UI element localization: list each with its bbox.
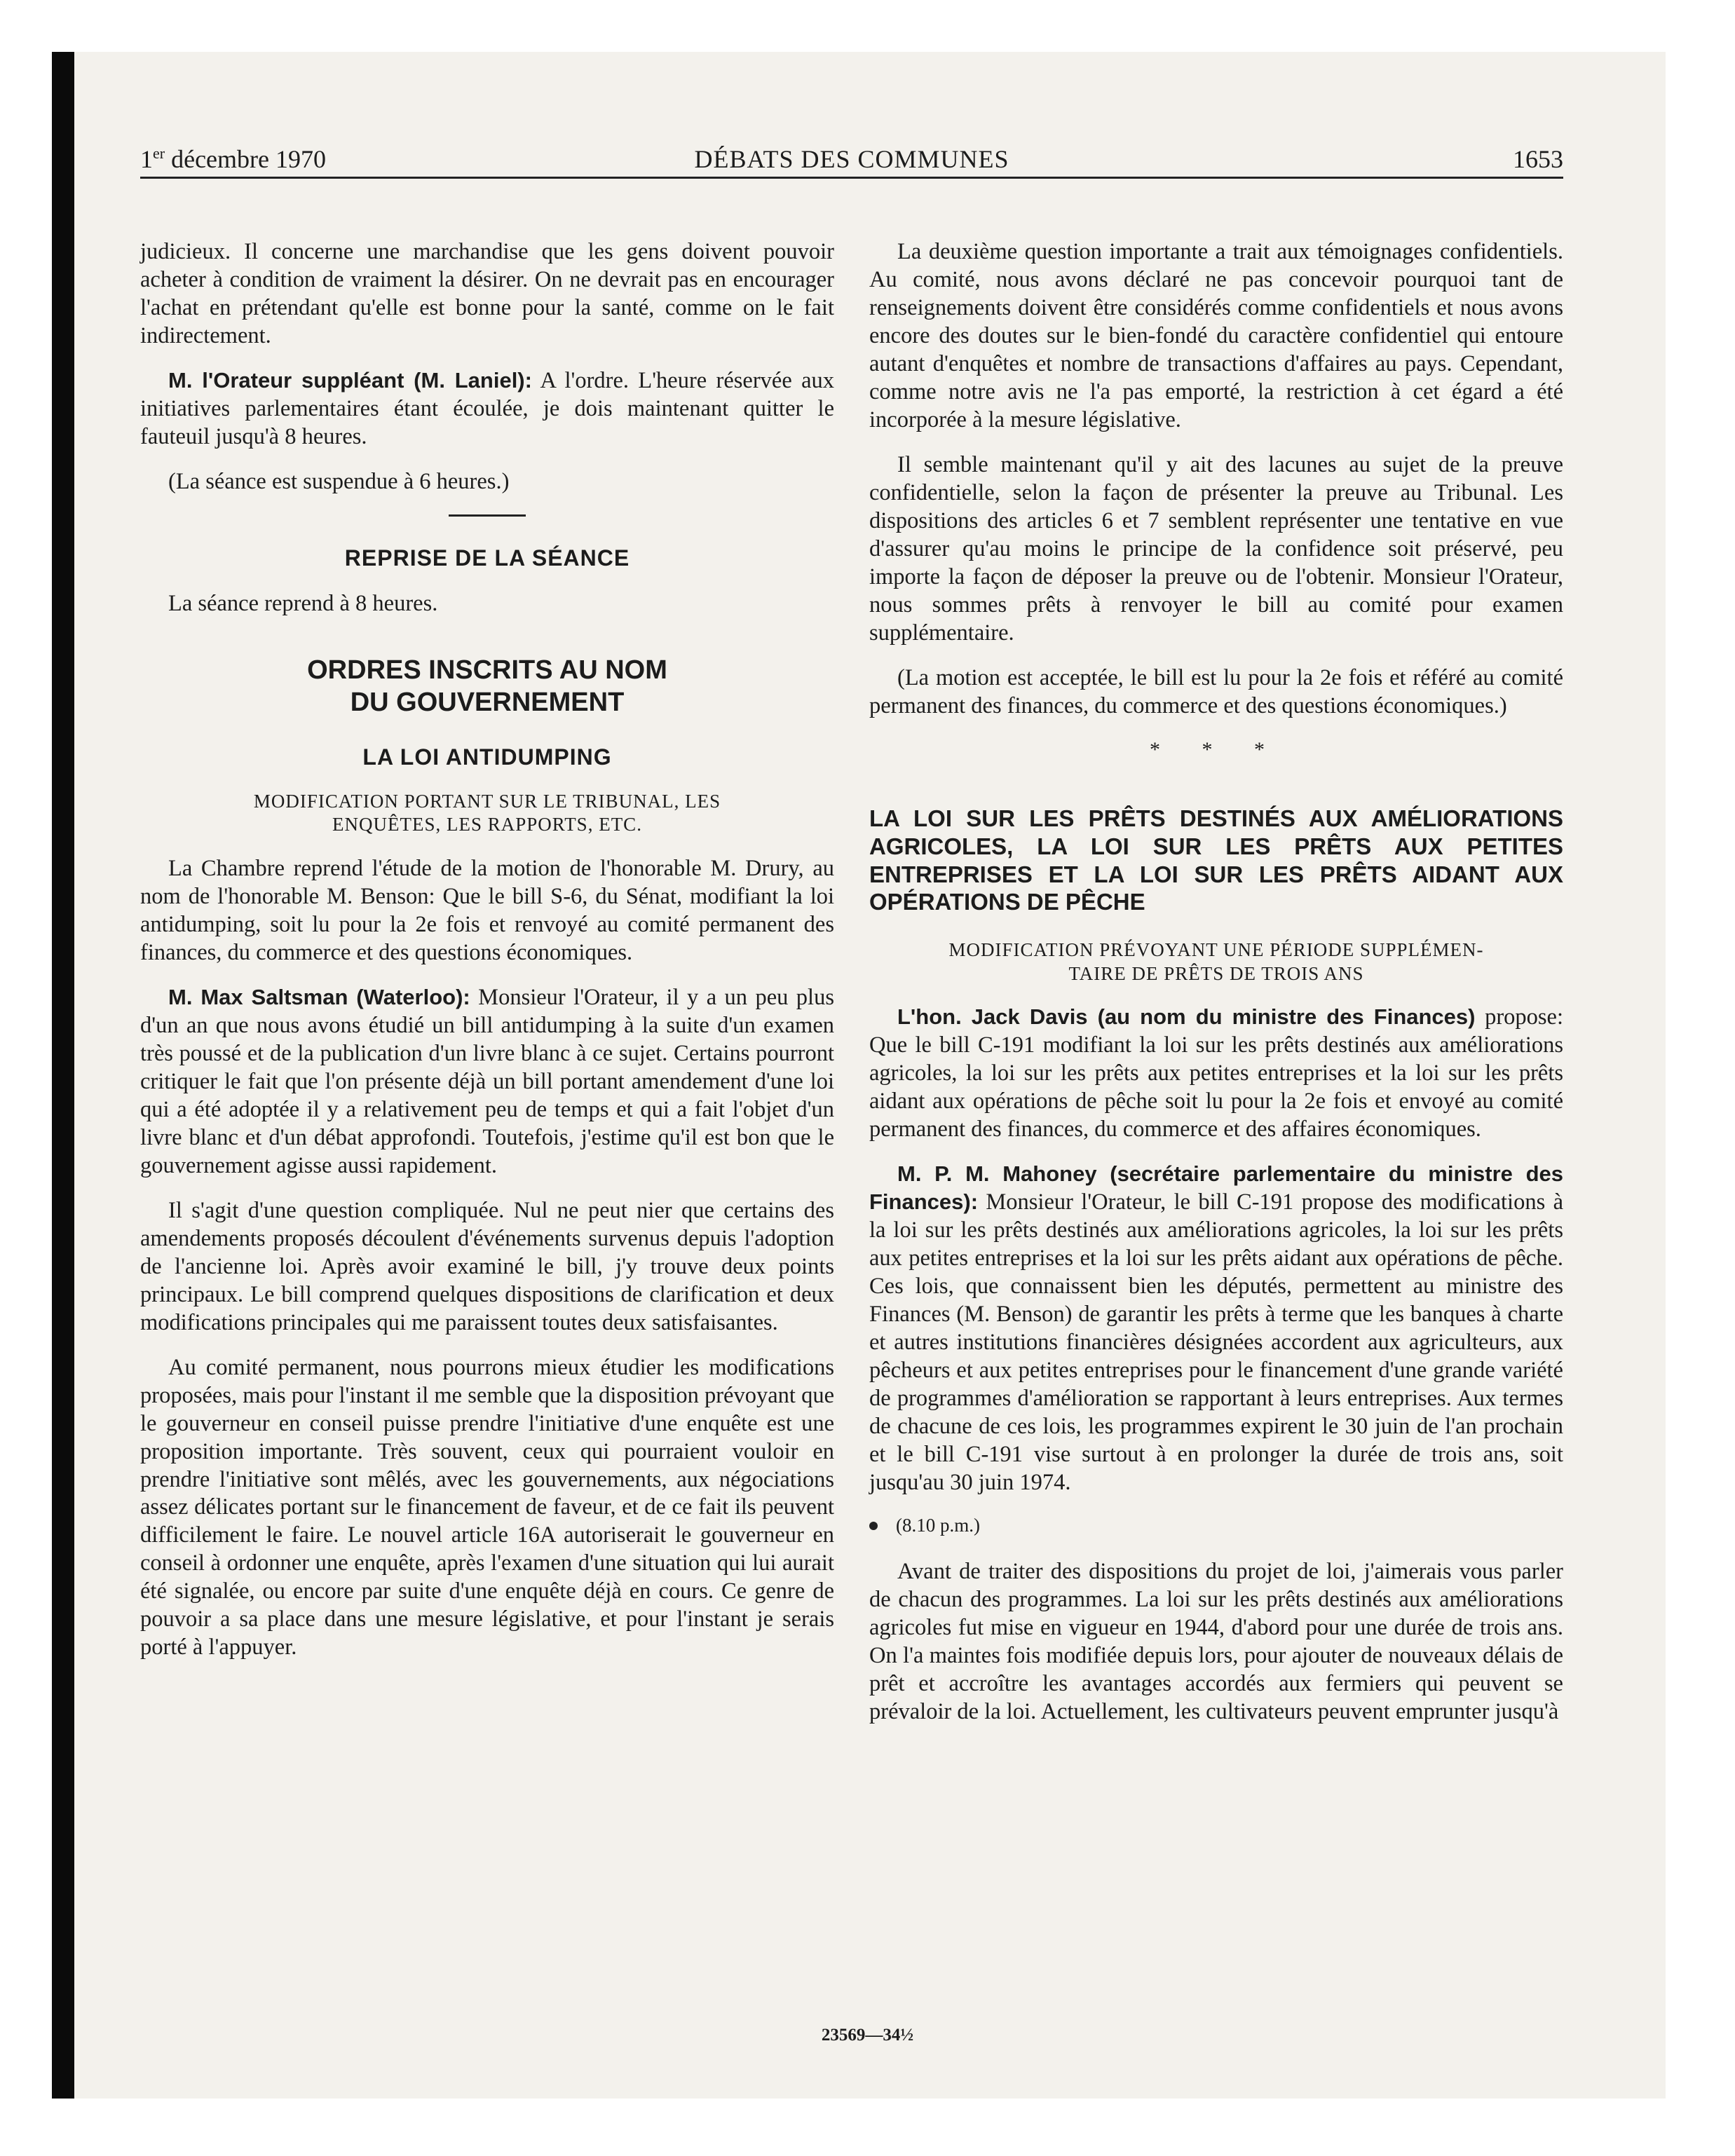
section-heading: LA LOI ANTIDUMPING (362, 744, 612, 770)
speaker-name: M. P. M. Mahoney (secrétaire parlementaire du ministre des Finances): (869, 1161, 1563, 1215)
speaker-name: M. Max Saltsman (Waterloo): (168, 985, 470, 1009)
speech-text: Monsieur l'Orateur, il y a un peu plus d'un an que nous avons étudié un bill antidumping à la suite d'un examen très poussé et de la publication d'un livre blanc à ce sujet. Certains pourront critiquer le fait que l'on présente déjà un bill portant amendement d'une loi qui a été adoptée il y a relativement peu de temps et qui a fait l'objet d'un livre blanc et d'un débat approfondi. Toutefois, j'estime qu'il est bon que le gouvernement agisse aussi rapidement. (140, 985, 834, 1178)
speech-text: Monsieur l'Orateur, le bill C-191 propose des modifications à la loi sur les prêts destinés aux améliorations agricoles, la loi sur les prêts aux petites entreprises et la loi sur les prêts aidant aux opérations de pêche. Ces lois, que connaissent bien les députés, permettent au ministre des Finances (M. Benson) de garantir les prêts à terme que les banques à charte et autres institutions financières désignées accordent aux agriculteurs, aux pêcheurs et aux petites entreprises pour le financement d'une grande variété de programmes d'amélioration se rapportant à leurs entreprises. Aux termes de chacune de ces lois, les programmes expirent le 30 juin de l'an prochain et le bill C-191 vise surtout à en prolonger la durée de trois ans, soit jusqu'au 30 juin 1974. (869, 1189, 1563, 1495)
date-month-year: décembre 1970 (165, 145, 326, 173)
left-column (140, 238, 834, 1679)
sub-heading-line: TAIRE DE PRÊTS DE TROIS ANS (1068, 962, 1364, 984)
paragraph (869, 1004, 1563, 1144)
sub-heading (140, 790, 834, 838)
sub-heading-line: MODIFICATION PORTANT SUR LE TRIBUNAL, LES (253, 790, 721, 812)
paragraph: La Chambre reprend l'étude de la motion de l'honorable M. Drury, au nom de l'honorable M. Benson: Que le bill S-6, du Sénat, modifiant la loi antidumping, soit lu pour la 2e fois et renvoyé au comité permanent des finances, du commerce et des questions économiques. (140, 856, 834, 966)
major-heading-line: ORDRES INSCRITS AU NOM (307, 655, 667, 685)
page-number: 1653 (1513, 145, 1563, 173)
paragraph: Au comité permanent, nous pourrons mieux étudier les modifications proposées, mais pour l'instant il me semble que la disposition prévoyant que le gouverneur en conseil puisse prendre l'initiative d'une enquête est une proposition importante. Très souvent, ceux qui pourraient vouloir en prendre l'initiative sont mêlés, avec les gouvernements, aux négociations assez délicates portant sur le financement de faveur, et de ce fait ils peuvent difficilement le faire. Le nouvel article 16A autoriserait le gouverneur en conseil à ordonner une enquête, après l'examen d'une situation qui lui aurait été signalée, ou encore par suite d'une enquête déjà en cours. Ce genre de pouvoir a sa place dans une mesure législative, et pour l'instant je serais porté à l'appuyer. (140, 1354, 834, 1660)
paragraph (869, 1161, 1563, 1497)
paragraph: La séance reprend à 8 heures. (168, 591, 438, 617)
major-heading: LA LOI SUR LES PRÊTS DESTINÉS AUX AMÉLIORATIONS AGRICOLES, LA LOI SUR LES PRÊTS AUX PETITES ENTREPRISES ET LA LOI SUR LES PRÊTS AIDANT AUX OPÉRATIONS DE PÊCHE (869, 805, 1563, 915)
footer-code: 23569—34½ (821, 2026, 914, 2045)
section-heading: REPRISE DE LA SÉANCE (344, 545, 630, 571)
paragraph: Avant de traiter des dispositions du projet de loi, j'aimerais vous parler de chacun des programmes. La loi sur les prêts destinés aux améliorations agricoles fut mise en vigueur en 1944, d'abord pour une durée de trois ans. On l'a maintes fois modifiée depuis lors, pour ajouter de nouveaux délais de prêt et accroître les avantages accordés aux fermiers qui peuvent se prévaloir de la loi. Actuellement, les cultivateurs peuvent emprunter jusqu'à (869, 1558, 1563, 1724)
right-column (869, 238, 1563, 1743)
header-rule (140, 177, 1563, 179)
paragraph: (La séance est suspendue à 6 heures.) (168, 468, 510, 494)
paragraph: judicieux. Il concerne une marchandise que les gens doivent pouvoir acheter à condition de vraiment la désirer. On ne devrait pas en encourager l'achat en prétendant qu'elle est bonne pour la santé, comme on le fait indirectement. (140, 239, 834, 348)
date-ordinal: er (153, 144, 165, 162)
paragraph: Il semble maintenant qu'il y ait des lacunes au sujet de la preuve confidentielle, selon la façon de présenter la preuve au Tribunal. Les dispositions des articles 6 et 7 semblent représenter une tentative en vue d'assurer qu'au moins le principe de la confidence soit préservé, peu importe la façon de déposer la preuve ou de l'obtenir. Monsieur l'Orateur, nous sommes prêts à renvoyer le bill au comité pour examen supplémentaire. (869, 451, 1563, 646)
scan-border (52, 52, 74, 2099)
time-stamp (869, 1514, 1563, 1537)
date-day: 1 (140, 145, 153, 173)
time-stamp-text: (8.10 p.m.) (896, 1514, 980, 1536)
paragraph: (La motion est acceptée, le bill est lu pour la 2e fois et référé au comité permanent des finances, du commerce et des questions économiques.) (869, 664, 1563, 718)
paragraph: Il s'agit d'une question compliquée. Nul ne peut nier que certains des amendements proposés découlent d'événements survenus depuis l'adoption de l'ancienne loi. Après avoir examiné le bill, j'y trouve deux points principaux. Le bill comprend quelques dispositions de clarification et deux modifications principales qui me paraissent toutes deux satisfaisantes. (140, 1197, 834, 1335)
major-heading (140, 655, 834, 718)
paragraph (140, 367, 834, 451)
speech-text: propose: Que le bill C-191 modifiant la loi sur les prêts destinés aux améliorations agricoles, la loi sur les prêts aux petites entreprises et la loi sur les prêts aidant aux opérations de pêche soit lu pour la 2e fois et envoyé au comité permanent des finances, du commerce et des affaires économiques. (869, 1004, 1563, 1142)
speaker-name: M. l'Orateur suppléant (M. Laniel): (168, 367, 532, 393)
major-heading-line: DU GOUVERNEMENT (350, 687, 625, 717)
paragraph: La deuxième question importante a trait aux témoignages confidentiels. Au comité, nous avons déclaré ne pas concevoir pourquoi tant de renseignements doivent être considérés comme confidentiels et nous avons encore des doutes sur le bien-fondé du caractère confidentiel qui entoure autant d'enquêtes et nombre de transactions d'affaires au pays. Cependant, comme notre avis ne l'a pas emporté, la restriction à cet égard a été incorporée à la mesure législative. (869, 239, 1563, 432)
speaker-name: L'hon. Jack Davis (au nom du ministre des Finances) (897, 1004, 1476, 1030)
sub-heading-line: MODIFICATION PRÉVOYANT UNE PÉRIODE SUPPLÉMEN- (948, 939, 1484, 960)
running-header (140, 144, 1563, 179)
section-divider (449, 514, 526, 517)
bullet-icon (869, 1522, 878, 1530)
paragraph (140, 984, 834, 1180)
speech-text: A l'ordre. L'heure réservée aux initiatives parlementaires étant écoulée, je dois maintenant quitter le fauteuil jusqu'à 8 heures. (140, 367, 835, 449)
sub-heading-line: ENQUÊTES, LES RAPPORTS, ETC. (332, 814, 642, 835)
header-title: DÉBATS DES COMMUNES (694, 145, 1009, 173)
section-separator-stars: * * * (1150, 737, 1283, 761)
sub-heading (869, 939, 1563, 986)
